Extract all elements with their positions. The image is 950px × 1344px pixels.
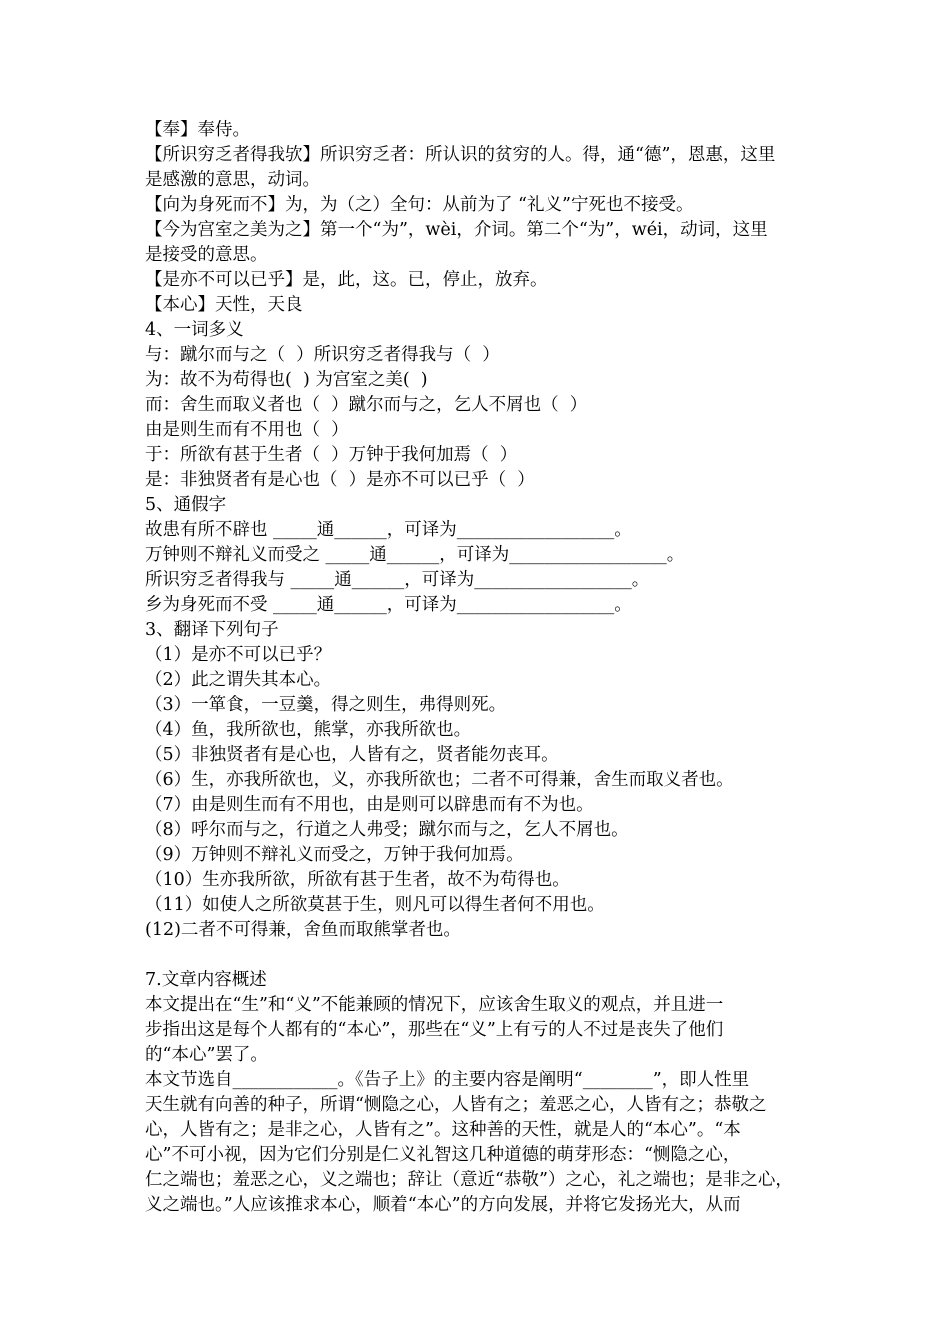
exercise-line: 于：所欲有甚于生者（ ）万钟于我何加焉（ ） [145,445,518,465]
exercise-line: 与：蹴尔而与之（ ）所识穷乏者得我与（ ） [145,345,500,365]
exercise-line: （7）由是则生而有不用也，由是则可以辟患而有不为也。 [145,795,594,815]
exercise-line: （5）非独贤者有是心也，人皆有之，贤者能勿丧耳。 [145,745,559,765]
paragraph-line: 仁之端也；羞恶之心，义之端也；辞让（意近“恭敬”）之心，礼之端也；是非之心， [145,1170,793,1190]
note-line: 【是亦不可以已乎】是，此，这。已，停止，放弃。 [145,270,548,290]
paragraph-line: 义之端也。”人应该推求本心，顺着“本心”的方向发展，并将它发扬光大，从而 [145,1195,741,1215]
note-line: 是感激的意思，动词。 [145,170,320,190]
translation-section [145,618,810,943]
word-notes [145,118,810,318]
exercise-line: （9）万钟则不辩礼义而受之，万钟于我何加焉。 [145,845,524,865]
exercise-line: （6）生，亦我所欲也，义，亦我所欲也；二者不可得兼，舍生而取义者也。 [145,770,734,790]
paragraph-line: 心，人皆有之；是非之心，人皆有之”。这种善的天性，就是人的“本心”。“本 [145,1120,741,1140]
blank-line [145,943,810,968]
exercise-line: （3）一箪食，一豆羹，得之则生，弗得则死。 [145,695,507,715]
exercise-line: （11）如使人之所欲莫甚于生，则凡可以得生者何不用也。 [145,895,605,915]
exercise-line: 乡为身死而不受 _____通______，可译为__________________。 [145,595,632,615]
exercise-line: （4）鱼，我所欲也，熊掌，亦我所欲也。 [145,720,472,740]
exercise-line: （2）此之谓失其本心。 [145,670,332,690]
exercise-line: 为：故不为苟得也( ) 为宫室之美( ) [145,370,428,390]
note-line: 是接受的意思。 [145,245,268,265]
exercise-line: （8）呼尔而与之，行道之人弗受；蹴尔而与之，乞人不屑也。 [145,820,629,840]
exercise-line: 而：舍生而取义者也（ ）蹴尔而与之，乞人不屑也（ ） [145,395,588,415]
exercise-line: （10）生亦我所欲，所欲有甚于生者，故不为苟得也。 [145,870,570,890]
section-heading: 7.文章内容概述 [145,970,267,990]
paragraph-line: 心”不可小视，因为它们分别是仁义礼智这几种道德的萌芽形态：“恻隐之心， [145,1145,741,1165]
paragraph-line: 的“本心”罢了。 [145,1045,268,1065]
loan-characters-section [145,493,810,618]
exercise-line: （1）是亦不可以已乎？ [145,645,332,665]
note-line: 【奉】奉侍。 [145,120,250,140]
summary-section [145,968,810,1218]
note-line: 【所识穷乏者得我欤】所识穷乏者：所认识的贫穷的人。得，通“德”，恩惠，这里 [145,145,776,165]
exercise-line: 所识穷乏者得我与 _____通______，可译为__________________。 [145,570,650,590]
paragraph-line: 本文提出在“生”和“义”不能兼顾的情况下，应该舍生取义的观点，并且进一 [145,995,724,1015]
exercise-line: 故患有所不辟也 _____通______，可译为__________________。 [145,520,632,540]
polysemy-section [145,318,810,493]
paragraph-line: 本文节选自____________。《告子上》的主要内容是阐明“________”，即人性里 [145,1070,750,1090]
section-heading: 4、一词多义 [145,320,244,340]
note-line: 【本心】天性，天良 [145,295,303,315]
exercise-line: 由是则生而有不用也（ ） [145,420,349,440]
section-heading: 5、通假字 [145,495,227,515]
paragraph-line: 天生就有向善的种子，所谓“恻隐之心，人皆有之；羞恶之心，人皆有之；恭敬之 [145,1095,767,1115]
exercise-line: 万钟则不辩礼义而受之 _____通______，可译为__________________。 [145,545,685,565]
note-line: 【今为宫室之美为之】第一个“为”，wèi，介词。第二个“为”，wéi，动词，这里 [145,220,768,240]
section-heading: 3、翻译下列句子 [145,620,279,640]
note-line: 【向为身死而不】为，为（之）全句：从前为了 “礼义”宁死也不接受。 [145,195,694,215]
exercise-line: 是：非独贤者有是心也（ ）是亦不可以已乎（ ） [145,470,535,490]
document-body [145,118,810,1218]
exercise-line: (12)二者不可得兼，舍鱼而取熊掌者也。 [145,920,461,940]
paragraph-line: 步指出这是每个人都有的“本心”，那些在“义”上有亏的人不过是丧失了他们 [145,1020,724,1040]
